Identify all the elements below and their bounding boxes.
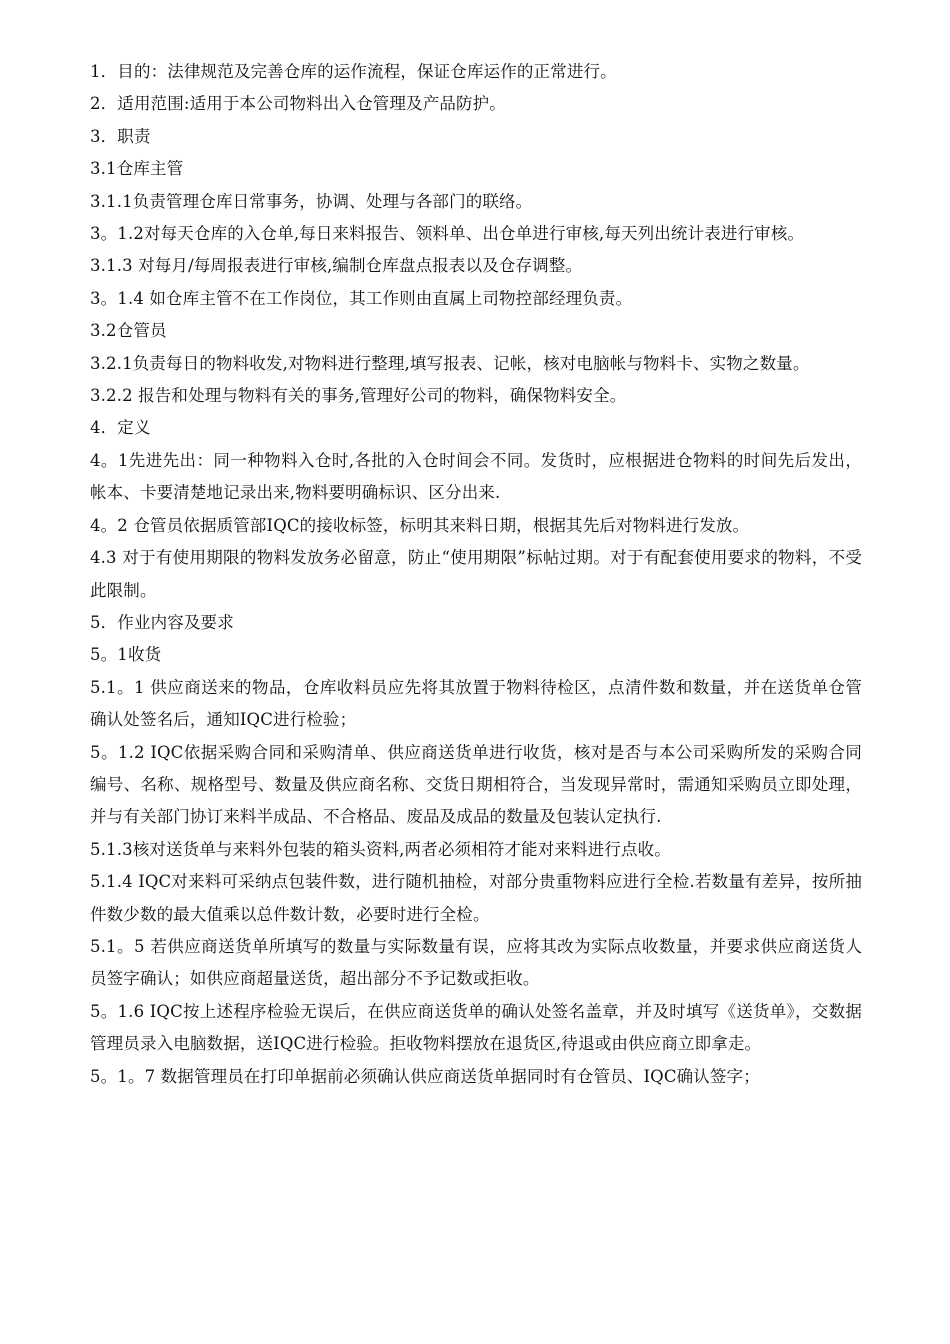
clause-5-1-5: 5.1。5 若供应商送货单所填写的数量与实际数量有误，应将其改为实际点收数量，并要求供应商送货人员签字确认；如供应商超量送货，超出部分不予记数或拒收。 bbox=[90, 936, 862, 989]
clause-4-2: 4。2 仓管员依据质管部IQC的接收标签，标明其来料日期，根据其先后对物料进行发放。 bbox=[90, 515, 750, 535]
clause-5-1-7: 5。1。7 数据管理员在打印单据前必须确认供应商送货单据同时有仓管员、IQC确认签字； bbox=[90, 1066, 760, 1086]
clause-5-1-4: 5.1.4 IQC对来料可采纳点包装件数，进行随机抽检，对部分贵重物料应进行全检.若数量有差异，按所抽件数少数的最大值乘以总件数计数，必要时进行全检。 bbox=[90, 872, 862, 924]
section-heading-definitions: 4．定义 bbox=[90, 418, 151, 438]
clause-3-2-2: 3.2.2 报告和处理与物料有关的事务,管理好公司的物料，确保物料安全。 bbox=[90, 386, 627, 406]
section-heading-operations: 5．作业内容及要求 bbox=[90, 612, 234, 632]
clause-5-1-3: 5.1.3核对送货单与来料外包装的箱头资料,两者必须相符才能对来料进行点收。 bbox=[90, 839, 671, 859]
clause-3-1-2: 3。1.2对每天仓库的入仓单,每日来料报告、领料单、出仓单进行审核,每天列出统计表进行审核。 bbox=[90, 224, 805, 244]
clause-5-1-1: 5.1。1 供应商送来的物品，仓库收料员应先将其放置于物料待检区，点清件数和数量，并在送货单仓管确认处签名后，通知IQC进行检验； bbox=[90, 677, 862, 730]
scope-paragraph: 2．适用范围:适用于本公司物料出入仓管理及产品防护。 bbox=[90, 94, 506, 114]
section-heading-responsibilities: 3．职责 bbox=[90, 126, 151, 146]
subsection-heading-warehouse-supervisor: 3.1仓库主管 bbox=[90, 159, 184, 179]
subsection-heading-receiving: 5。1收货 bbox=[90, 645, 162, 665]
clause-4-1: 4。1先进先出：同一种物料入仓时,各批的入仓时间会不同。发货时，应根据进仓物料的时间先后发出，帐本、卡要清楚地记录出来,物料要明确标识、区分出来. bbox=[90, 450, 862, 503]
subsection-heading-warehouse-keeper: 3.2仓管员 bbox=[90, 321, 167, 341]
clause-3-1-1: 3.1.1负责管理仓库日常事务，协调、处理与各部门的联络。 bbox=[90, 191, 533, 211]
clause-3-1-4: 3。1.4 如仓库主管不在工作岗位，其工作则由直属上司物控部经理负责。 bbox=[90, 288, 633, 308]
purpose-paragraph: 1．目的：法律规范及完善仓库的运作流程，保证仓库运作的正常进行。 bbox=[90, 62, 617, 81]
clause-3-1-3: 3.1.3 对每月/每周报表进行审核,编制仓库盘点报表以及仓存调整。 bbox=[90, 256, 583, 276]
clause-5-1-6: 5。1.6 IQC按上述程序检验无误后，在供应商送货单的确认处签名盖章，并及时填写《送货单》，交数据管理员录入电脑数据，送IQC进行检验。拒收物料摆放在退货区,待退或由供应商立即拿走。 bbox=[90, 1001, 862, 1054]
document-body bbox=[90, 56, 862, 1093]
clause-4-3: 4.3 对于有使用期限的物料发放务必留意，防止“使用期限”标帖过期。对于有配套使用要求的物料，不受此限制。 bbox=[90, 548, 862, 600]
clause-5-1-2: 5。1.2 IQC依据采购合同和采购清单、供应商送货单进行收货，核对是否与本公司采购所发的采购合同编号、名称、规格型号、数量及供应商名称、交货日期相符合，当发现异常时，需通知采购员立即处理，并与有关部门协订来料半成品、不合格品、废品及成品的数量及包装认定执行. bbox=[90, 742, 862, 827]
clause-3-2-1: 3.2.1负责每日的物料收发,对物料进行整理,填写报表、记帐，核对电脑帐与物料卡、实物之数量。 bbox=[90, 353, 810, 373]
